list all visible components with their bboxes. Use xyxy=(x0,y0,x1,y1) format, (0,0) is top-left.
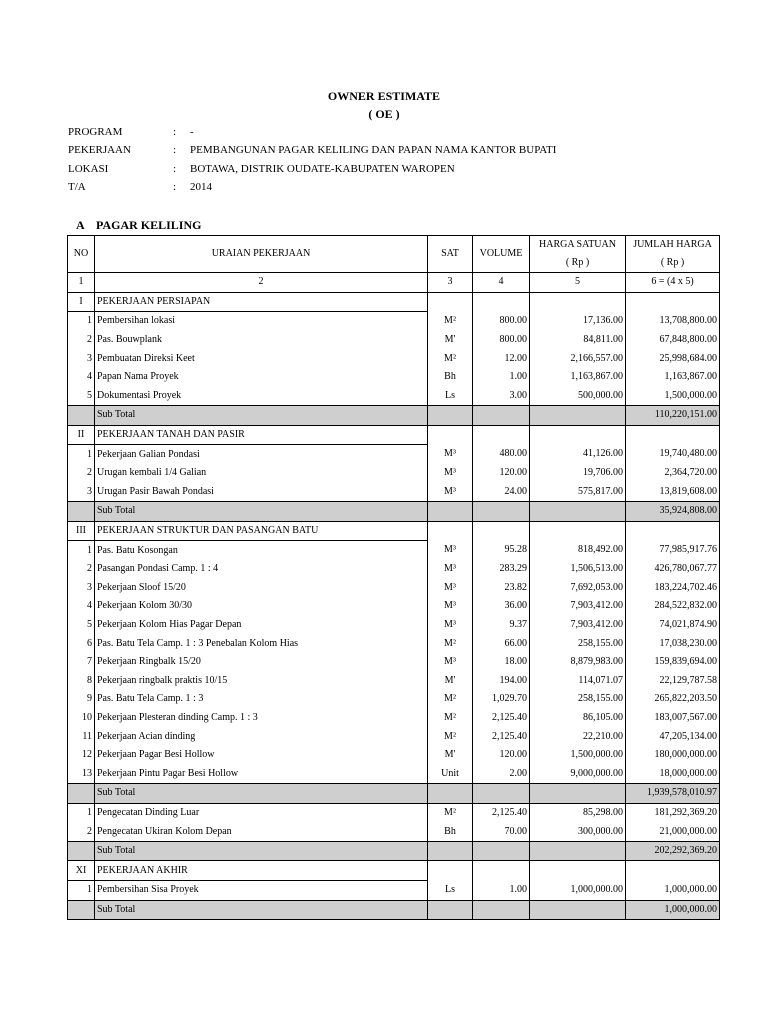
item-volume: 1,029.70 xyxy=(473,690,530,709)
group-name: PEKERJAAN PERSIAPAN xyxy=(95,292,428,312)
empty-cell xyxy=(530,292,626,312)
item-volume: 2,125.40 xyxy=(473,709,530,728)
item-total-price: 13,819,608.00 xyxy=(626,483,720,502)
info-colon: : xyxy=(173,126,177,138)
item-volume: 12.00 xyxy=(473,349,530,368)
empty-cell xyxy=(68,784,95,804)
item-description: Pas. Bouwplank xyxy=(95,331,428,350)
empty-cell xyxy=(68,841,95,861)
column-number: 3 xyxy=(428,273,473,293)
item-description: Pengecatan Dinding Luar xyxy=(95,803,428,822)
item-description: Pengecatan Ukiran Kolom Depan xyxy=(95,822,428,841)
item-unit-price: 86,105.00 xyxy=(530,709,626,728)
item-description: Pekerjaan Ringbalk 15/20 xyxy=(95,653,428,672)
item-description: Pembuatan Direksi Keet xyxy=(95,349,428,368)
item-total-price: 17,038,230.00 xyxy=(626,634,720,653)
item-volume: 23.82 xyxy=(473,579,530,598)
item-description: Pembersihan Sisa Proyek xyxy=(95,881,428,901)
item-volume: 1.00 xyxy=(473,881,530,901)
item-volume: 9.37 xyxy=(473,616,530,635)
item-unit-price: 19,706.00 xyxy=(530,464,626,483)
item-number: 4 xyxy=(68,368,95,387)
item-number: 5 xyxy=(68,387,95,406)
subtotal-value: 1,000,000.00 xyxy=(626,900,720,920)
item-unit: Ls xyxy=(428,881,473,901)
group-number: I xyxy=(68,292,95,312)
empty-cell xyxy=(428,425,473,445)
item-total-price: 1,000,000.00 xyxy=(626,881,720,901)
table-row xyxy=(68,616,720,635)
item-unit: M³ xyxy=(428,579,473,598)
item-number: 1 xyxy=(68,445,95,464)
empty-cell xyxy=(626,521,720,541)
item-number: 1 xyxy=(68,541,95,560)
empty-cell xyxy=(473,861,530,881)
column-number: 6 = (4 x 5) xyxy=(626,273,720,293)
header-volume: VOLUME xyxy=(473,236,530,273)
item-description: Pekerjaan Pintu Pagar Besi Hollow xyxy=(95,764,428,783)
table-row xyxy=(68,653,720,672)
item-volume: 2,125.40 xyxy=(473,727,530,746)
item-unit-price: 7,692,053.00 xyxy=(530,579,626,598)
item-total-price: 180,000,000.00 xyxy=(626,746,720,765)
group-row xyxy=(68,521,720,541)
column-number: 1 xyxy=(68,273,95,293)
empty-cell xyxy=(530,841,626,861)
item-number: 7 xyxy=(68,653,95,672)
table-row xyxy=(68,560,720,579)
item-unit-price: 8,879,983.00 xyxy=(530,653,626,672)
empty-cell xyxy=(473,406,530,426)
item-number: 2 xyxy=(68,331,95,350)
item-total-price: 181,292,369.20 xyxy=(626,803,720,822)
empty-cell xyxy=(428,861,473,881)
item-unit: M³ xyxy=(428,445,473,464)
info-colon: : xyxy=(173,181,177,193)
empty-cell xyxy=(68,406,95,426)
subtotal-label: Sub Total xyxy=(95,502,428,522)
subtotal-label: Sub Total xyxy=(95,841,428,861)
table-row xyxy=(68,690,720,709)
item-unit: Unit xyxy=(428,764,473,783)
subtotal-value: 1,939,578,010.97 xyxy=(626,784,720,804)
empty-cell xyxy=(473,521,530,541)
item-number: 2 xyxy=(68,464,95,483)
item-number: 2 xyxy=(68,822,95,841)
empty-cell xyxy=(626,861,720,881)
empty-cell xyxy=(428,406,473,426)
item-volume: 800.00 xyxy=(473,312,530,331)
item-total-price: 159,839,694.00 xyxy=(626,653,720,672)
item-unit-price: 300,000.00 xyxy=(530,822,626,841)
info-colon: : xyxy=(173,163,177,175)
item-unit-price: 575,817.00 xyxy=(530,483,626,502)
empty-cell xyxy=(473,784,530,804)
item-number: 6 xyxy=(68,634,95,653)
item-number: 5 xyxy=(68,616,95,635)
item-unit-price: 258,155.00 xyxy=(530,690,626,709)
item-unit: M² xyxy=(428,727,473,746)
document-subtitle: ( OE ) xyxy=(368,107,400,121)
info-colon: : xyxy=(173,144,177,156)
item-unit-price: 1,500,000.00 xyxy=(530,746,626,765)
item-unit-price: 2,166,557.00 xyxy=(530,349,626,368)
item-total-price: 25,998,684.00 xyxy=(626,349,720,368)
table-row xyxy=(68,331,720,350)
empty-cell xyxy=(68,502,95,522)
table-row xyxy=(68,803,720,822)
subtotal-row xyxy=(68,502,720,522)
table-row xyxy=(68,822,720,841)
info-value: 2014 xyxy=(190,181,212,193)
item-description: Pekerjaan Kolom 30/30 xyxy=(95,597,428,616)
item-unit-price: 1,506,513.00 xyxy=(530,560,626,579)
empty-cell xyxy=(428,841,473,861)
item-unit: M³ xyxy=(428,653,473,672)
item-number: 4 xyxy=(68,597,95,616)
item-unit-price: 85,298.00 xyxy=(530,803,626,822)
item-total-price: 22,129,787.58 xyxy=(626,671,720,690)
table-row xyxy=(68,312,720,331)
column-number: 5 xyxy=(530,273,626,293)
item-unit-price: 9,000,000.00 xyxy=(530,764,626,783)
item-total-price: 2,364,720.00 xyxy=(626,464,720,483)
table-row xyxy=(68,597,720,616)
item-unit: Bh xyxy=(428,368,473,387)
subtotal-label: Sub Total xyxy=(95,406,428,426)
group-row xyxy=(68,861,720,881)
item-unit: M² xyxy=(428,803,473,822)
table-row xyxy=(68,746,720,765)
item-unit-price: 7,903,412.00 xyxy=(530,616,626,635)
subtotal-row xyxy=(68,406,720,426)
info-value: - xyxy=(190,126,194,138)
empty-cell xyxy=(428,292,473,312)
item-description: Pekerjaan Pagar Besi Hollow xyxy=(95,746,428,765)
table-row xyxy=(68,881,720,901)
empty-cell xyxy=(68,900,95,920)
item-volume: 120.00 xyxy=(473,464,530,483)
item-description: Pas. Batu Kosongan xyxy=(95,541,428,560)
subtotal-value: 110,220,151.00 xyxy=(626,406,720,426)
item-description: Urugan kembali 1/4 Galian xyxy=(95,464,428,483)
group-number: XI xyxy=(68,861,95,881)
item-unit: Ls xyxy=(428,387,473,406)
item-total-price: 21,000,000.00 xyxy=(626,822,720,841)
item-unit: M³ xyxy=(428,483,473,502)
info-value: PEMBANGUNAN PAGAR KELILING DAN PAPAN NAMA KANTOR BUPATI xyxy=(190,144,557,156)
item-unit: M³ xyxy=(428,560,473,579)
item-unit: M² xyxy=(428,312,473,331)
empty-cell xyxy=(473,425,530,445)
item-number: 1 xyxy=(68,881,95,901)
subtotal-label: Sub Total xyxy=(95,784,428,804)
item-volume: 2.00 xyxy=(473,764,530,783)
item-volume: 95.28 xyxy=(473,541,530,560)
item-description: Pasangan Pondasi Camp. 1 : 4 xyxy=(95,560,428,579)
subtotal-row xyxy=(68,841,720,861)
item-unit-price: 17,136.00 xyxy=(530,312,626,331)
item-total-price: 183,007,567.00 xyxy=(626,709,720,728)
table-row xyxy=(68,634,720,653)
group-number: II xyxy=(68,425,95,445)
item-description: Papan Nama Proyek xyxy=(95,368,428,387)
table-row xyxy=(68,445,720,464)
header-jumlah-harga-unit: ( Rp ) xyxy=(660,257,685,268)
item-unit-price: 114,071.07 xyxy=(530,671,626,690)
info-label: LOKASI xyxy=(68,163,109,175)
cost-estimate-table xyxy=(67,235,720,920)
item-unit-price: 84,811.00 xyxy=(530,331,626,350)
item-number: 1 xyxy=(68,312,95,331)
column-number-row xyxy=(68,273,720,293)
item-total-price: 1,163,867.00 xyxy=(626,368,720,387)
header-harga-satuan xyxy=(530,236,626,273)
empty-cell xyxy=(428,784,473,804)
item-volume: 24.00 xyxy=(473,483,530,502)
group-row xyxy=(68,292,720,312)
item-description: Dokumentasi Proyek xyxy=(95,387,428,406)
section-letter: A xyxy=(76,218,85,232)
item-unit-price: 1,000,000.00 xyxy=(530,881,626,901)
item-unit: M' xyxy=(428,746,473,765)
table-row xyxy=(68,764,720,783)
subtotal-value: 35,924,808.00 xyxy=(626,502,720,522)
empty-cell xyxy=(530,406,626,426)
section-name: PAGAR KELILING xyxy=(96,218,202,232)
empty-cell xyxy=(473,502,530,522)
empty-cell xyxy=(530,502,626,522)
empty-cell xyxy=(530,521,626,541)
column-number: 2 xyxy=(95,273,428,293)
info-label: PEKERJAAN xyxy=(68,144,131,156)
empty-cell xyxy=(530,425,626,445)
item-description: Pekerjaan ringbalk praktis 10/15 xyxy=(95,671,428,690)
item-description: Pas. Batu Tela Camp. 1 : 3 xyxy=(95,690,428,709)
item-description: Urugan Pasir Bawah Pondasi xyxy=(95,483,428,502)
info-value: BOTAWA, DISTRIK OUDATE-KABUPATEN WAROPEN xyxy=(190,163,455,175)
item-unit: M' xyxy=(428,331,473,350)
subtotal-row xyxy=(68,784,720,804)
item-total-price: 183,224,702.46 xyxy=(626,579,720,598)
table-row xyxy=(68,579,720,598)
empty-cell xyxy=(530,900,626,920)
item-volume: 1.00 xyxy=(473,368,530,387)
item-number: 12 xyxy=(68,746,95,765)
item-volume: 283.29 xyxy=(473,560,530,579)
item-unit-price: 1,163,867.00 xyxy=(530,368,626,387)
item-total-price: 284,522,832.00 xyxy=(626,597,720,616)
item-unit: M² xyxy=(428,634,473,653)
item-description: Pas. Batu Tela Camp. 1 : 3 Penebalan Kolom Hias xyxy=(95,634,428,653)
item-unit-price: 818,492.00 xyxy=(530,541,626,560)
item-unit-price: 22,210.00 xyxy=(530,727,626,746)
item-volume: 120.00 xyxy=(473,746,530,765)
item-description: Pekerjaan Sloof 15/20 xyxy=(95,579,428,598)
item-total-price: 426,780,067.77 xyxy=(626,560,720,579)
item-description: Pekerjaan Kolom Hias Pagar Depan xyxy=(95,616,428,635)
item-number: 1 xyxy=(68,803,95,822)
item-number: 3 xyxy=(68,349,95,368)
empty-cell xyxy=(428,900,473,920)
item-description: Pembersihan lokasi xyxy=(95,312,428,331)
item-volume: 3.00 xyxy=(473,387,530,406)
group-row xyxy=(68,425,720,445)
item-unit-price: 258,155.00 xyxy=(530,634,626,653)
item-total-price: 67,848,800.00 xyxy=(626,331,720,350)
header-jumlah-harga-label: JUMLAH HARGA xyxy=(633,239,712,250)
item-total-price: 13,708,800.00 xyxy=(626,312,720,331)
table-row xyxy=(68,709,720,728)
item-volume: 2,125.40 xyxy=(473,803,530,822)
table-row xyxy=(68,727,720,746)
item-description: Pekerjaan Galian Pondasi xyxy=(95,445,428,464)
item-description: Pekerjaan Plesteran dinding Camp. 1 : 3 xyxy=(95,709,428,728)
empty-cell xyxy=(530,784,626,804)
item-volume: 70.00 xyxy=(473,822,530,841)
item-total-price: 47,205,134.00 xyxy=(626,727,720,746)
item-total-price: 18,000,000.00 xyxy=(626,764,720,783)
group-number: III xyxy=(68,521,95,541)
item-unit-price: 41,126.00 xyxy=(530,445,626,464)
item-number: 10 xyxy=(68,709,95,728)
table-row xyxy=(68,541,720,560)
group-name: PEKERJAAN AKHIR xyxy=(95,861,428,881)
group-name: PEKERJAAN TANAH DAN PASIR xyxy=(95,425,428,445)
item-unit-price: 7,903,412.00 xyxy=(530,597,626,616)
item-unit: M³ xyxy=(428,464,473,483)
table-row xyxy=(68,483,720,502)
item-unit: M³ xyxy=(428,616,473,635)
empty-cell xyxy=(473,900,530,920)
item-total-price: 1,500,000.00 xyxy=(626,387,720,406)
item-number: 11 xyxy=(68,727,95,746)
subtotal-value: 202,292,369.20 xyxy=(626,841,720,861)
empty-cell xyxy=(626,425,720,445)
document-title: OWNER ESTIMATE xyxy=(327,89,441,103)
item-number: 3 xyxy=(68,483,95,502)
table-row xyxy=(68,387,720,406)
item-volume: 66.00 xyxy=(473,634,530,653)
item-volume: 800.00 xyxy=(473,331,530,350)
item-total-price: 19,740,480.00 xyxy=(626,445,720,464)
subtotal-row xyxy=(68,900,720,920)
header-sat: SAT xyxy=(428,236,473,273)
empty-cell xyxy=(530,861,626,881)
empty-cell xyxy=(473,292,530,312)
item-total-price: 265,822,203.50 xyxy=(626,690,720,709)
item-volume: 480.00 xyxy=(473,445,530,464)
header-uraian: URAIAN PEKERJAAN xyxy=(95,236,428,273)
item-unit: M² xyxy=(428,709,473,728)
header-harga-satuan-label: HARGA SATUAN xyxy=(539,239,616,250)
item-description: Pekerjaan Acian dinding xyxy=(95,727,428,746)
item-unit: M³ xyxy=(428,597,473,616)
table-row xyxy=(68,368,720,387)
item-number: 3 xyxy=(68,579,95,598)
header-jumlah-harga xyxy=(626,236,720,273)
item-unit: Bh xyxy=(428,822,473,841)
header-no: NO xyxy=(68,236,95,273)
column-number: 4 xyxy=(473,273,530,293)
header-harga-satuan-unit: ( Rp ) xyxy=(565,257,590,268)
table-row xyxy=(68,349,720,368)
item-unit: M' xyxy=(428,671,473,690)
table-row xyxy=(68,464,720,483)
item-volume: 18.00 xyxy=(473,653,530,672)
item-unit-price: 500,000.00 xyxy=(530,387,626,406)
empty-cell xyxy=(626,292,720,312)
item-volume: 194.00 xyxy=(473,671,530,690)
item-number: 9 xyxy=(68,690,95,709)
item-unit: M³ xyxy=(428,541,473,560)
item-number: 13 xyxy=(68,764,95,783)
item-number: 8 xyxy=(68,671,95,690)
item-number: 2 xyxy=(68,560,95,579)
table-body xyxy=(68,292,720,920)
empty-cell xyxy=(473,841,530,861)
empty-cell xyxy=(428,521,473,541)
item-unit: M² xyxy=(428,690,473,709)
table-header-row xyxy=(68,236,720,273)
item-unit: M² xyxy=(428,349,473,368)
table-row xyxy=(68,671,720,690)
item-total-price: 74,021,874.90 xyxy=(626,616,720,635)
empty-cell xyxy=(428,502,473,522)
info-label: PROGRAM xyxy=(68,126,123,138)
subtotal-label: Sub Total xyxy=(95,900,428,920)
group-name: PEKERJAAN STRUKTUR DAN PASANGAN BATU xyxy=(95,521,428,541)
info-label: T/A xyxy=(68,181,86,193)
item-volume: 36.00 xyxy=(473,597,530,616)
item-total-price: 77,985,917.76 xyxy=(626,541,720,560)
